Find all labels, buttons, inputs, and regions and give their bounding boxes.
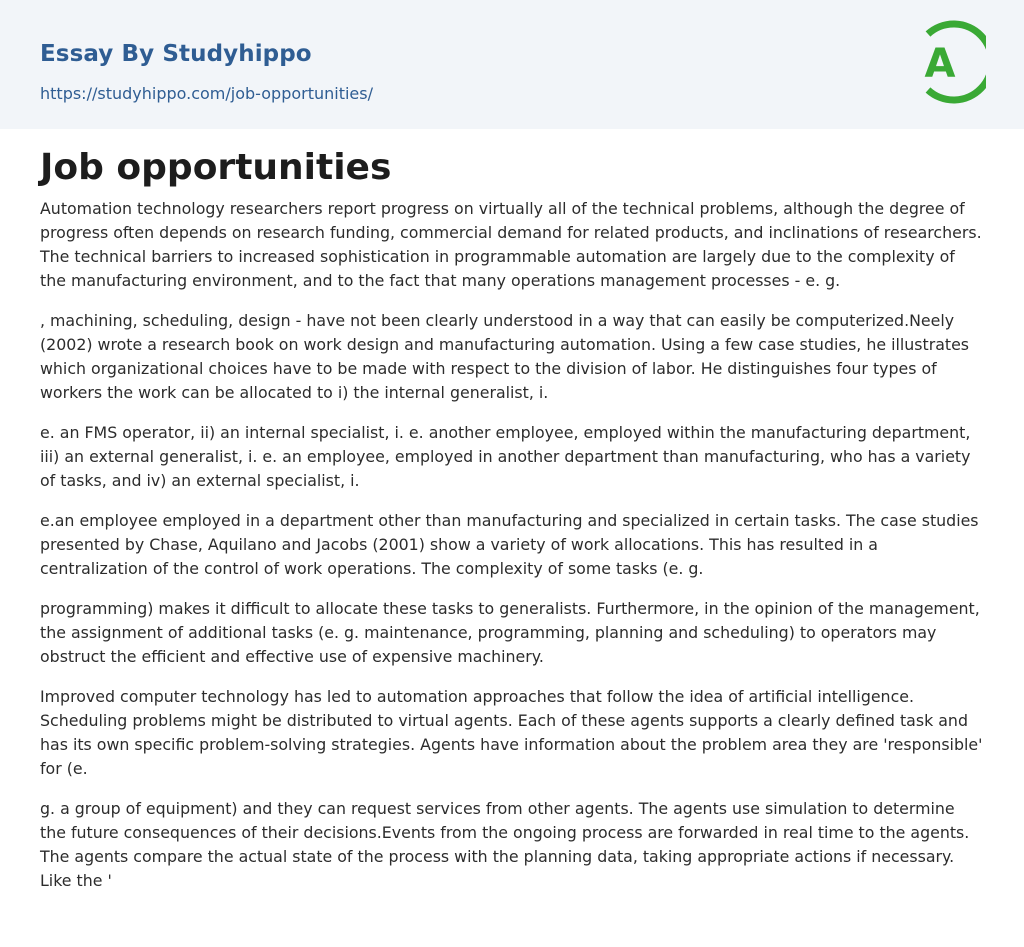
source-url-link[interactable]: https://studyhippo.com/job-opportunities/	[40, 84, 373, 103]
studyhippo-logo-icon[interactable]	[912, 19, 986, 105]
article-paragraph: Automation technology researchers report progress on virtually all of the technical problems, although the degree of progress often depends on research funding, commercial demand for related products, and inclinations of researchers. The technical barriers to increased sophistication in programmable automation are largely due to the complexity of the manufacturing environment, and to the fact that many operations management processes - e. g.	[40, 199, 982, 290]
article	[0, 129, 1024, 893]
article-paragraph: e. an FMS operator, ii) an internal specialist, i. e. another employee, employed within the manufacturing department, iii) an external generalist, i. e. an employee, employed in another department than manufacturing, who has a variety of tasks, and iv) an external specialist, i.	[40, 423, 971, 490]
article-paragraph: Improved computer technology has led to automation approaches that follow the idea of artificial intelligence. Scheduling problems might be distributed to virtual agents. Each of these agents supports a clearly defined task and has its own specific problem-solving strategies. Agents have information about the problem area they are 'responsible' for (e.	[40, 687, 983, 778]
brand-title: Essay By Studyhippo	[40, 41, 312, 67]
page-title: Job opportunities	[40, 147, 392, 188]
article-paragraph: e.an employee employed in a department other than manufacturing and specialized in certain tasks. The case studies presented by Chase, Aquilano and Jacobs (2001) show a variety of work allocations. This has resulted in a centralization of the control of work operations. The complexity of some tasks (e. g.	[40, 511, 979, 578]
site-header	[0, 0, 1024, 129]
article-paragraph: g. a group of equipment) and they can request services from other agents. The agents use simulation to determine the future consequences of their decisions.Events from the ongoing process are forwarded in real time to the agents. The agents compare the actual state of the process with the planning data, taking appropriate actions if necessary. Like the '	[40, 799, 970, 890]
article-paragraph: programming) makes it difficult to allocate these tasks to generalists. Furthermore, in the opinion of the management, the assignment of additional tasks (e. g. maintenance, programming, planning and scheduling) to operators may obstruct the efficient and effective use of expensive machinery.	[40, 599, 980, 666]
article-paragraph: , machining, scheduling, design - have not been clearly understood in a way that can easily be computerized.Neely (2002) wrote a research book on work design and manufacturing automation. Using a few case studies, he illustrates which organizational choices have to be made with respect to the division of labor. He distinguishes four types of workers the work can be allocated to i) the internal generalist, i.	[40, 311, 970, 402]
logo-letter: A	[924, 41, 956, 87]
